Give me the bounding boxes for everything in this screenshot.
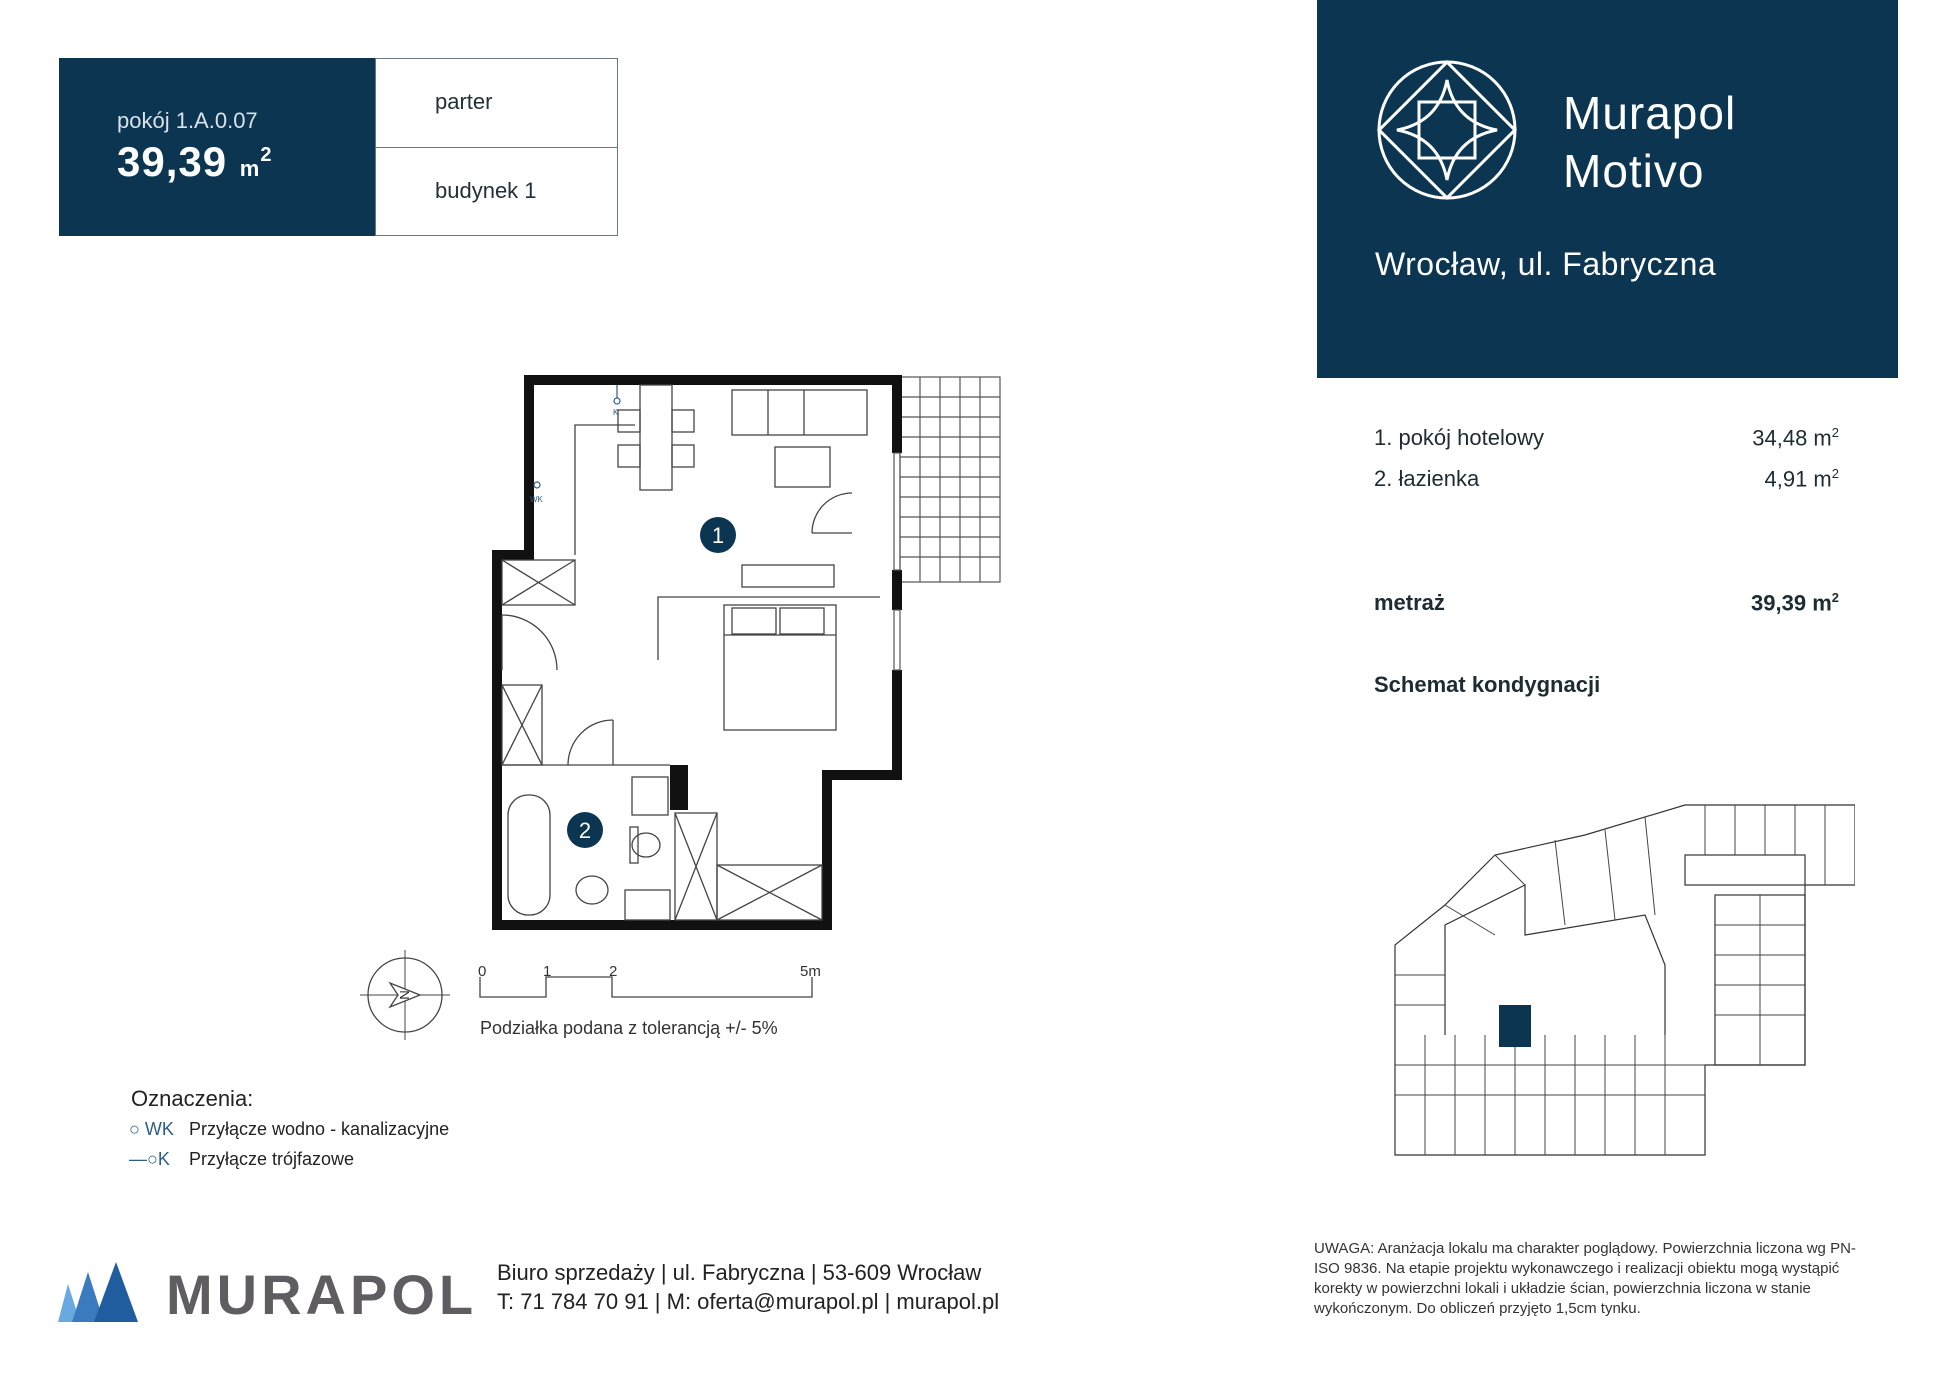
room-row bbox=[1374, 466, 1839, 492]
floor-plan bbox=[480, 365, 1020, 940]
walls bbox=[492, 375, 902, 930]
scale-tick: 5m bbox=[800, 963, 821, 980]
level-building-table bbox=[375, 58, 618, 236]
building-value: budynek 1 bbox=[435, 178, 537, 203]
legend-text: Przyłącze wodno - kanalizacyjne bbox=[189, 1119, 450, 1139]
room-row bbox=[1374, 425, 1839, 451]
scale-bar bbox=[478, 975, 818, 1005]
sales-office-contact: T: 71 784 70 91 | M: oferta@murapol.pl | murapol.pl bbox=[497, 1289, 1000, 1314]
unit-info-box bbox=[59, 58, 375, 236]
total-area-row bbox=[1374, 590, 1839, 616]
connection-markers bbox=[534, 385, 620, 488]
brand-box bbox=[1317, 0, 1898, 378]
unit-area-value: 39,39 bbox=[117, 138, 228, 185]
legend-item bbox=[129, 1149, 354, 1170]
compass-letter: N bbox=[397, 990, 412, 1000]
room-label: 2. łazienka bbox=[1374, 466, 1480, 491]
unit-number: pokój 1.A.0.07 bbox=[117, 108, 258, 133]
room-marker-1 bbox=[700, 517, 736, 553]
building-row bbox=[376, 148, 617, 237]
unit-area-exp: 2 bbox=[260, 144, 273, 166]
highlighted-unit bbox=[1499, 1005, 1531, 1047]
footer-brand-name: MURAPOL bbox=[166, 1263, 478, 1326]
total-label: metraż bbox=[1374, 590, 1445, 615]
brand-name-line2: Motivo bbox=[1563, 145, 1705, 197]
scale-tick: 2 bbox=[609, 963, 618, 980]
sales-office-address: Biuro sprzedaży | ul. Fabryczna | 53-609 Wrocław bbox=[497, 1260, 982, 1285]
windows bbox=[894, 453, 900, 670]
room-label: 1. pokój hotelowy bbox=[1374, 425, 1544, 450]
balcony bbox=[900, 377, 1000, 582]
brand-location: Wrocław, ul. Fabryczna bbox=[1375, 246, 1717, 282]
unit-area bbox=[117, 138, 272, 186]
legend-symbol: ○ WK bbox=[129, 1119, 174, 1139]
room-area: 4,91 $m^2$ bbox=[1764, 466, 1839, 492]
level-row bbox=[376, 59, 617, 148]
brand-name bbox=[1563, 84, 1736, 200]
legend-item bbox=[129, 1119, 449, 1140]
scale-tolerance: Podziałka podana z tolerancją +/- 5% bbox=[480, 1018, 778, 1038]
svg-text:2: 2 bbox=[578, 818, 592, 843]
k-marker-label: K bbox=[613, 408, 619, 417]
floor-schema-title: Schemat kondygnacji bbox=[1374, 672, 1601, 697]
svg-text:1: 1 bbox=[711, 523, 725, 548]
scale-tick: 1 bbox=[543, 963, 552, 980]
level-value: parter bbox=[435, 89, 493, 114]
disclaimer-note: UWAGA: Aranżacja lokalu ma charakter poglądowy. Powierzchnia liczona wg PN-ISO 9836. Na etapie projektu wykonawczego i realizacji obiektu mogą wystąpić korekty w powierzchni lokali i układzie ścian, powierzchnia liczona w stanie wykończonym. Do obliczeń przyjęto 1,5cm tynku. bbox=[1314, 1240, 1856, 1317]
unit-area-unit: m bbox=[239, 156, 261, 181]
wk-marker-label: WK bbox=[530, 495, 543, 504]
legend-symbol: —○K bbox=[129, 1149, 170, 1169]
total-value: 39,39 $m^2$ bbox=[1751, 590, 1839, 616]
legend-text: Przyłącze trójfazowe bbox=[189, 1149, 355, 1169]
motivo-logo-icon bbox=[1375, 58, 1519, 202]
legend-title: Oznaczenia: bbox=[131, 1086, 254, 1111]
compass-icon bbox=[360, 950, 450, 1040]
murapol-logo-icon bbox=[58, 1262, 158, 1322]
floor-schema-map bbox=[1385, 795, 1855, 1165]
room-marker-2 bbox=[567, 812, 603, 848]
scale-tick: 0 bbox=[478, 963, 487, 980]
room-area: 34,48 $m^2$ bbox=[1752, 425, 1839, 451]
brand-name-line1: Murapol bbox=[1563, 87, 1737, 139]
